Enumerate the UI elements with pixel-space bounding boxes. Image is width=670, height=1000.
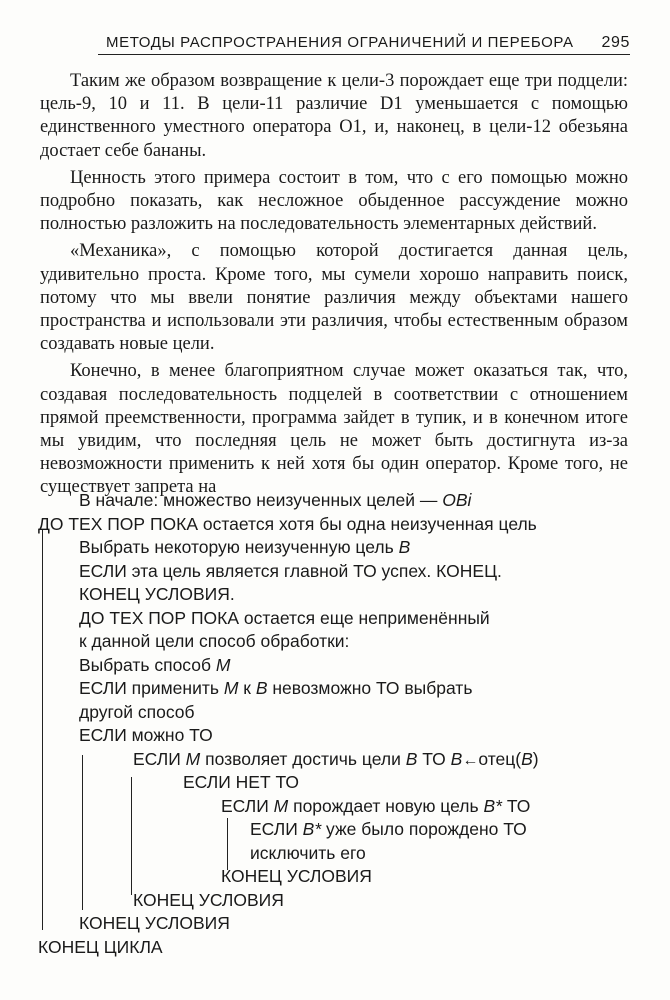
body-text	[40, 70, 628, 504]
algo-text: к данной цели способ обработки:	[79, 631, 350, 651]
algo-text: порождает новую цель	[288, 796, 484, 816]
algo-text: позволяет достичь цели	[200, 749, 406, 769]
algo-line-3	[79, 537, 410, 558]
algo-line-10	[79, 702, 195, 723]
algo-line-8	[79, 655, 230, 676]
algo-text: Выбрать способ	[79, 655, 216, 675]
algo-var: B*	[302, 819, 322, 839]
algo-line-13	[183, 772, 299, 793]
algo-var: M	[273, 796, 289, 816]
algo-text: ТО	[501, 796, 531, 816]
algo-text: ТО	[417, 749, 451, 769]
algo-text: КОНЕЦ УСЛОВИЯ	[79, 913, 230, 933]
algo-var: B*	[483, 796, 502, 816]
algo-var: B	[450, 749, 463, 769]
algo-line-5	[79, 584, 235, 605]
algo-line-16	[250, 843, 366, 864]
algo-text: другой способ	[79, 702, 195, 722]
if-bar-2	[227, 818, 228, 870]
algo-text: отец(	[478, 749, 522, 769]
running-header	[98, 28, 630, 55]
algorithm-listing	[0, 485, 670, 985]
algo-line-4	[79, 561, 502, 582]
algo-line-9	[79, 678, 472, 699]
algo-text: КОНЕЦ ЦИКЛА	[38, 937, 163, 957]
algo-text: ЕСЛИ НЕТ ТО	[183, 772, 300, 792]
algo-var: M	[223, 678, 239, 698]
page-number: 295	[601, 34, 630, 51]
algo-var: B	[521, 749, 533, 769]
loop-bar-outer	[42, 530, 43, 930]
algo-var: M	[215, 655, 231, 675]
algo-var: B	[405, 749, 418, 769]
paragraph: Ценность этого примера состоит в том, что с его помощью можно подробно показать, как несложное обыденное рассуждение можно полностью разложить на последовательность элементарных действий.	[40, 167, 628, 235]
algo-text: ЕСЛИ применить	[79, 678, 224, 698]
algo-text: КОНЕЦ УСЛОВИЯ.	[79, 584, 235, 604]
algo-text: )	[532, 749, 539, 769]
algo-line-17	[221, 866, 372, 887]
if-bar-1	[131, 777, 132, 895]
algo-text: ЕСЛИ	[133, 749, 186, 769]
algo-line-20	[38, 937, 163, 958]
algo-text: КОНЕЦ УСЛОВИЯ	[133, 890, 284, 910]
algo-text: В начале: множество неизученных целей —	[79, 490, 443, 510]
algo-line-1	[79, 490, 471, 511]
algo-text: ЕСЛИ	[250, 819, 303, 839]
algo-var: B	[398, 537, 411, 557]
loop-bar-inner	[82, 755, 83, 910]
algo-text: КОНЕЦ УСЛОВИЯ	[221, 866, 372, 886]
algo-line-11	[79, 725, 213, 746]
algo-text: ДО ТЕХ ПОР ПОКА остается хотя бы одна неизученная цель	[38, 514, 537, 534]
paragraph: Конечно, в менее благоприятном случае может оказаться так, что, создавая последовательность подцелей в соответствии с отношением прямой преемственности, программа зайдет в тупик, и в конечном итоге мы увидим, что последняя цель не может быть достигнута из-за невозможности применить к ней хотя бы один оператор. Кроме того, не существует запрета на	[40, 361, 628, 498]
algo-text: ЕСЛИ эта цель является главной ТО успех. КОНЕЦ.	[79, 561, 502, 581]
algo-text: ЕСЛИ	[221, 796, 274, 816]
header-title: МЕТОДЫ РАСПРОСТРАНЕНИЯ ОГРАНИЧЕНИЙ И ПЕРЕБОРА	[106, 34, 574, 51]
algo-line-15	[250, 819, 527, 840]
algo-line-19	[79, 913, 230, 934]
algo-var: B	[255, 678, 268, 698]
paragraph: «Механика», с помощью которой достигается данная цель, удивительно проста. Кроме того, мы сумели хорошо направить поиск, потому что мы ввели понятие различия между объектами нашего пространства и использовали эти различия, чтобы естественным образом создавать новые цели.	[40, 241, 628, 355]
algo-line-12	[133, 749, 539, 770]
algo-text: исключить его	[250, 843, 366, 863]
paragraph: Таким же образом возвращение к цели-3 порождает еще три подцели: цель-9, 10 и 11. В цели-11 различие D1 уменьшается с помощью единственного уместного оператора O1, и, наконец, в цели-12 обезьяна достает себе бананы.	[40, 71, 628, 161]
algo-text: к	[238, 678, 256, 698]
left-arrow-icon: ←	[462, 752, 479, 769]
algo-line-14	[221, 796, 530, 817]
algo-line-18	[133, 890, 284, 911]
algo-line-6	[79, 608, 490, 629]
algo-line-7	[79, 631, 349, 652]
algo-text: Выбрать некоторую неизученную цель	[79, 537, 399, 557]
algo-text: уже было порождено ТО	[321, 819, 527, 839]
algo-var: M	[185, 749, 201, 769]
algo-line-2	[38, 514, 537, 535]
algo-var: OBi	[442, 490, 472, 510]
algo-text: невозможно ТО выбрать	[267, 678, 473, 698]
algo-text: ДО ТЕХ ПОР ПОКА остается еще неприменённый	[79, 608, 490, 628]
algo-text: ЕСЛИ можно ТО	[79, 725, 213, 745]
